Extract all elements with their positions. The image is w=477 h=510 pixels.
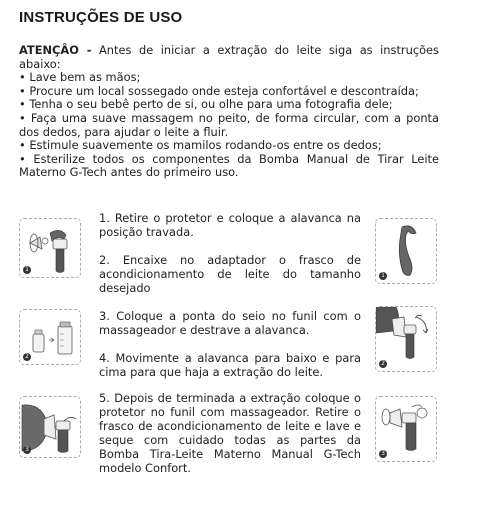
step-3: 3. Coloque a ponta do seio no funil com o massageador e destrave a alavanca.	[99, 309, 361, 337]
step-5: 5. Depois de terminada a extração coloque o protetor no funil com massageador. Retire o frasco de acondicionamento de leite e lave e seque com cuidado todas as partes da Bomba Tira-Leite Materno Manual G-Tech modelo Confort.	[99, 391, 361, 475]
attention-paragraph	[19, 44, 439, 71]
instructions-intro	[19, 44, 439, 180]
step-2: 2. Encaixe no adaptador o frasco de acondicionamento de leite do tamanho desejado	[99, 253, 361, 295]
bullet-item: • Procure um local sossegado onde esteja confortável e descontraída;	[19, 85, 439, 99]
page-title: INSTRUÇÕES DE USO	[19, 9, 183, 26]
figure-number: 2	[23, 353, 31, 361]
figure-hand-pump	[375, 306, 437, 372]
bullet-item: • Estimule suavemente os mamilos rodando-os entre os dedos;	[19, 139, 439, 153]
step-1: 1. Retire o protetor e coloque a alavanca na posição travada.	[99, 211, 361, 239]
bullet-item: • Tenha o seu bebê perto de si, ou olhe para uma fotografia dele;	[19, 98, 439, 112]
figure-lever	[375, 218, 437, 284]
bullet-item: • Faça uma suave massagem no peito, de forma circular, com a ponta dos dedos, para ajudar o leite a fluir.	[19, 112, 439, 139]
figure-breast-pump	[19, 396, 81, 458]
bullet-item: • Lave bem as mãos;	[19, 71, 439, 85]
step-4: 4. Movimente a alavanca para baixo e para cima para que haja a extração do leite.	[99, 351, 361, 379]
figure-number: 1	[23, 266, 31, 274]
attention-label: ATENÇÂO -	[19, 43, 92, 57]
figure-number: 2	[379, 360, 387, 368]
attention-text: Antes de iniciar a extração do leite siga as instruções abaixo:	[19, 43, 439, 71]
figure-bottles	[19, 309, 81, 365]
figure-number: 3	[23, 446, 31, 454]
figure-number: 1	[379, 272, 387, 280]
figure-assembled-cap	[375, 396, 437, 462]
figure-number: 3	[379, 450, 387, 458]
bullet-item: • Esterilize todos os componentes da Bomba Manual de Tirar Leite Materno G-Tech antes do primeiro uso.	[19, 153, 439, 180]
figure-assembled-pump	[19, 218, 81, 278]
